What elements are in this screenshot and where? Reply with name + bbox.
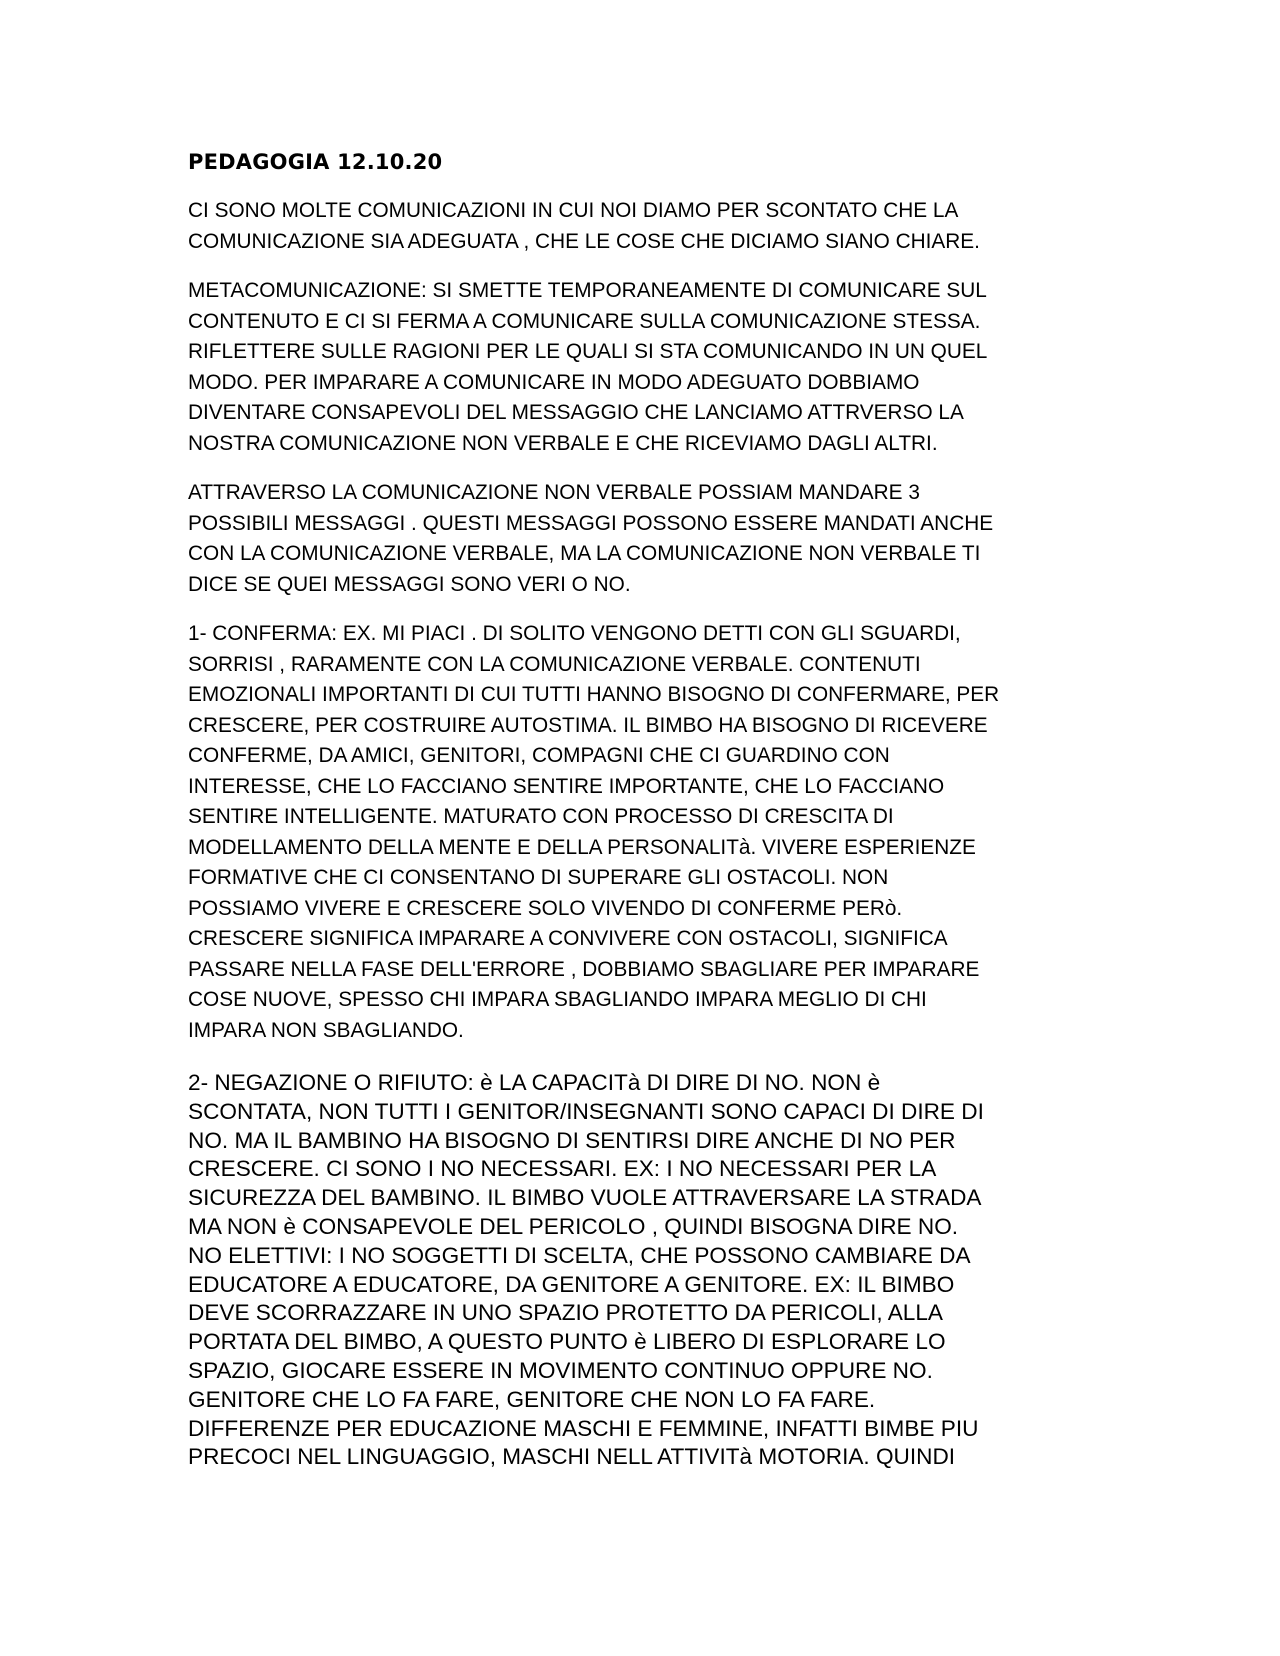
text-line: SCONTATA, NON TUTTI I GENITOR/INSEGNANTI SONO CAPACI DI DIRE DI [188, 1098, 984, 1124]
text-line: FORMATIVE CHE CI CONSENTANO DI SUPERARE GLI OSTACOLI. NON [188, 866, 889, 889]
paragraph-intro [188, 196, 1108, 257]
paragraph-messaggi [188, 478, 1108, 600]
text-line: DICE SE QUEI MESSAGGI SONO VERI O NO. [188, 572, 631, 596]
text-line: DEVE SCORRAZZARE IN UNO SPAZIO PROTETTO DA PERICOLI, ALLA [188, 1300, 943, 1326]
text-line: EDUCATORE A EDUCATORE, DA GENITORE A GENITORE. EX: IL BIMBO [188, 1271, 955, 1297]
text-line: PORTATA DEL BIMBO, A QUESTO PUNTO è LIBERO DI ESPLORARE LO [188, 1329, 946, 1355]
text-line: CON LA COMUNICAZIONE VERBALE, MA LA COMUNICAZIONE NON VERBALE TI [188, 542, 981, 565]
paragraph-negazione [188, 1069, 1108, 1472]
text-line: CI SONO MOLTE COMUNICAZIONI IN CUI NOI DIAMO PER SCONTATO CHE LA [188, 199, 959, 222]
document-title: PEDAGOGIA 12.10.20 [188, 150, 443, 174]
text-line: PASSARE NELLA FASE DELL'ERRORE , DOBBIAMO SBAGLIARE PER IMPARARE [188, 957, 980, 981]
text-line: MODO. PER IMPARARE A COMUNICARE IN MODO ADEGUATO DOBBIAMO [188, 370, 920, 394]
text-line: CRESCERE SIGNIFICA IMPARARE A CONVIVERE CON OSTACOLI, SIGNIFICA [188, 927, 948, 950]
text-line: SENTIRE INTELLIGENTE. MATURATO CON PROCESSO DI CRESCITA DI [188, 805, 894, 828]
text-line: METACOMUNICAZIONE: SI SMETTE TEMPORANEAMENTE DI COMUNICARE SUL [188, 279, 987, 302]
text-line: CONTENUTO E CI SI FERMA A COMUNICARE SULLA COMUNICAZIONE STESSA. [188, 309, 981, 333]
text-line: GENITORE CHE LO FA FARE, GENITORE CHE NON LO FA FARE. [188, 1386, 876, 1412]
text-line: MA NON è CONSAPEVOLE DEL PERICOLO , QUINDI BISOGNA DIRE NO. [188, 1213, 959, 1239]
text-line: 2- NEGAZIONE O RIFIUTO: è LA CAPACITà DI DIRE DI NO. NON è [188, 1070, 881, 1095]
text-line: IMPARA NON SBAGLIANDO. [188, 1018, 464, 1042]
text-line: RIFLETTERE SULLE RAGIONI PER LE QUALI SI STA COMUNICANDO IN UN QUEL [188, 340, 988, 363]
text-line: EMOZIONALI IMPORTANTI DI CUI TUTTI HANNO BISOGNO DI CONFERMARE, PER [188, 683, 1000, 706]
text-line: NO ELETTIVI: I NO SOGGETTI DI SCELTA, CHE POSSONO CAMBIARE DA [188, 1242, 971, 1268]
text-line: SICUREZZA DEL BAMBINO. IL BIMBO VUOLE ATTRAVERSARE LA STRADA [188, 1185, 982, 1211]
text-line: DIFFERENZE PER EDUCAZIONE MASCHI E FEMMINE, INFATTI BIMBE PIU [188, 1415, 979, 1441]
text-line: CRESCERE. CI SONO I NO NECESSARI. EX: I NO NECESSARI PER LA [188, 1156, 937, 1182]
text-line: PRECOCI NEL LINGUAGGIO, MASCHI NELL ATTIVITà MOTORIA. QUINDI [188, 1444, 956, 1470]
text-line: NO. MA IL BAMBINO HA BISOGNO DI SENTIRSI DIRE ANCHE DI NO PER [188, 1127, 956, 1153]
text-line: MODELLAMENTO DELLA MENTE E DELLA PERSONALITà. VIVERE ESPERIENZE [188, 835, 976, 859]
document-body [188, 147, 1108, 1491]
text-line: CONFERME, DA AMICI, GENITORI, COMPAGNI CHE CI GUARDINO CON [188, 744, 890, 767]
text-line: NOSTRA COMUNICAZIONE NON VERBALE E CHE RICEVIAMO DAGLI ALTRI. [188, 431, 938, 455]
text-line: POSSIAMO VIVERE E CRESCERE SOLO VIVENDO DI CONFERME PERò. [188, 896, 903, 920]
paragraph-conferma [188, 619, 1108, 1046]
paragraph-metacomunicazione [188, 276, 1108, 459]
text-line: CRESCERE, PER COSTRUIRE AUTOSTIMA. IL BIMBO HA BISOGNO DI RICEVERE [188, 713, 988, 737]
text-line: SORRISI , RARAMENTE CON LA COMUNICAZIONE VERBALE. CONTENUTI [188, 652, 921, 676]
text-line: COMUNICAZIONE SIA ADEGUATA , CHE LE COSE CHE DICIAMO SIANO CHIARE. [188, 229, 980, 253]
text-line: DIVENTARE CONSAPEVOLI DEL MESSAGGIO CHE LANCIAMO ATTRVERSO LA [188, 401, 964, 424]
text-line: SPAZIO, GIOCARE ESSERE IN MOVIMENTO CONTINUO OPPURE NO. [188, 1357, 933, 1383]
text-line: COSE NUOVE, SPESSO CHI IMPARA SBAGLIANDO IMPARA MEGLIO DI CHI [188, 988, 927, 1011]
text-line: ATTRAVERSO LA COMUNICAZIONE NON VERBALE POSSIAM MANDARE 3 [188, 481, 920, 504]
text-line: POSSIBILI MESSAGGI . QUESTI MESSAGGI POSSONO ESSERE MANDATI ANCHE [188, 511, 994, 535]
text-line: 1- CONFERMA: EX. MI PIACI . DI SOLITO VENGONO DETTI CON GLI SGUARDI, [188, 622, 961, 645]
text-line: INTERESSE, CHE LO FACCIANO SENTIRE IMPORTANTE, CHE LO FACCIANO [188, 774, 945, 798]
